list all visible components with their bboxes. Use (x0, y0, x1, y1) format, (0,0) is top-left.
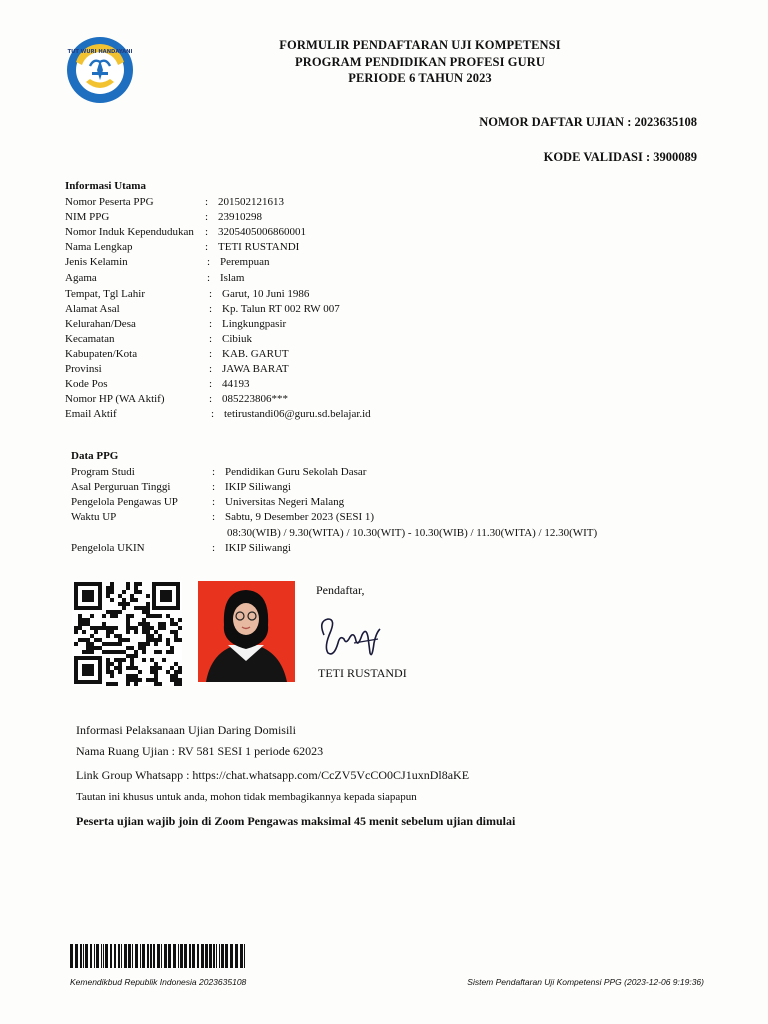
ppg-value: IKIP Siliwangi (225, 542, 291, 554)
info-value: 085223806*** (222, 393, 288, 405)
logo-text: TUT WURI HANDAYANI (67, 49, 133, 55)
barcode-graphic (70, 944, 248, 968)
signature-image (314, 613, 384, 668)
colon: : (205, 241, 209, 253)
info-label: Kelurahan/Desa (65, 318, 136, 330)
pelaksanaan-title: Informasi Pelaksanaan Ujian Daring Domisili (76, 723, 296, 737)
info-label: Agama (65, 272, 97, 284)
nama-ruang-ujian: Nama Ruang Ujian : RV 581 SESI 1 periode 62023 (76, 744, 324, 758)
info-value: Kp. Talun RT 002 RW 007 (222, 303, 340, 315)
colon: : (211, 408, 215, 420)
kode-validasi: KODE VALIDASI : 3900089 (543, 150, 697, 164)
header-line-1: FORMULIR PENDAFTARAN UJI KOMPETENSI (279, 38, 561, 52)
ppg-value: Sabtu, 9 Desember 2023 (SESI 1) (225, 511, 375, 523)
colon: : (212, 496, 216, 508)
info-label: Kabupaten/Kota (65, 348, 138, 360)
info-value: tetirustandi06@guru.sd.belajar.id (224, 408, 371, 420)
qr-code (72, 580, 182, 686)
info-label: NIM PPG (65, 211, 110, 223)
colon: : (212, 511, 216, 523)
ppg-time-line: 08:30(WIB) / 9.30(WITA) / 10.30(WIT) - 10.30(WIB) / 11.30(WITA) / 12.30(WIT) (227, 527, 598, 539)
ppg-value: IKIP Siliwangi (225, 481, 291, 493)
pendaftar-label: Pendaftar, (316, 583, 365, 597)
nomor-daftar-ujian: NOMOR DAFTAR UJIAN : 2023635108 (479, 115, 697, 129)
footer-left: Kemendikbud Republik Indonesia 2023635108 (70, 977, 247, 987)
info-label: Nomor Peserta PPG (65, 196, 154, 208)
colon: : (209, 363, 213, 375)
zoom-requirement-notice: Peserta ujian wajib join di Zoom Pengawas maksimal 45 menit sebelum ujian dimulai (76, 814, 516, 828)
info-label: Nomor Induk Kependudukan (65, 226, 194, 238)
info-value: 201502121613 (218, 196, 284, 208)
colon: : (209, 393, 213, 405)
info-value: Garut, 10 Juni 1986 (222, 288, 310, 300)
info-label: Nomor HP (WA Aktif) (65, 393, 165, 405)
colon: : (205, 226, 209, 238)
ppg-value: Universitas Negeri Malang (225, 496, 345, 508)
colon: : (207, 272, 211, 284)
colon: : (207, 256, 211, 268)
ppg-label: Pengelola Pengawas UP (71, 496, 178, 508)
info-value: 3205405006860001 (218, 226, 306, 238)
header-line-2: PROGRAM PENDIDIKAN PROFESI GURU (295, 54, 545, 69)
colon: : (205, 196, 209, 208)
info-label: Tempat, Tgl Lahir (65, 288, 145, 300)
colon: : (209, 333, 213, 345)
info-value: Perempuan (220, 256, 270, 268)
info-value: 44193 (222, 378, 250, 390)
info-label: Jenis Kelamin (65, 256, 128, 268)
header-line-3: PERIODE 6 TAHUN 2023 (348, 71, 492, 85)
applicant-photo (198, 581, 295, 682)
colon: : (205, 211, 209, 223)
form-header (0, 37, 768, 87)
footer-right: Sistem Pendaftaran Uji Kompetensi PPG (2023-12-06 9:19:36) (467, 977, 704, 987)
info-value: Lingkungpasir (222, 318, 287, 330)
info-value: TETI RUSTANDI (218, 241, 300, 253)
info-value: JAWA BARAT (222, 363, 289, 375)
tautan-notice: Tautan ini khusus untuk anda, mohon tidak membagikannya kepada siapapun (76, 791, 417, 803)
ppg-label: Pengelola UKIN (71, 542, 145, 554)
info-value: Islam (220, 272, 245, 284)
colon: : (209, 318, 213, 330)
info-label: Nama Lengkap (65, 241, 133, 253)
info-label: Kode Pos (65, 378, 108, 390)
ppg-value: Pendidikan Guru Sekolah Dasar (225, 466, 367, 478)
colon: : (209, 348, 213, 360)
whatsapp-group-link[interactable]: Link Group Whatsapp : https://chat.whatsapp.com/CcZV5VcCO0CJ1uxnDl8aKE (76, 768, 470, 782)
informasi-utama-title: Informasi Utama (65, 180, 146, 192)
info-value: KAB. GARUT (222, 348, 289, 360)
colon: : (212, 466, 216, 478)
info-label: Email Aktif (65, 408, 117, 420)
ppg-label: Program Studi (71, 466, 135, 478)
colon: : (212, 481, 216, 493)
info-label: Alamat Asal (65, 303, 120, 315)
ppg-label: Asal Perguruan Tinggi (71, 481, 171, 493)
info-label: Kecamatan (65, 333, 115, 345)
ppg-label: Waktu UP (71, 511, 117, 523)
signatory-name: TETI RUSTANDI (318, 666, 407, 680)
colon: : (209, 378, 213, 390)
colon: : (209, 303, 213, 315)
data-ppg-title: Data PPG (71, 450, 119, 462)
barcode (70, 944, 248, 968)
qr-code-graphic (72, 580, 182, 686)
info-value: Cibiuk (222, 333, 252, 345)
info-label: Provinsi (65, 363, 102, 375)
info-value: 23910298 (218, 211, 262, 223)
colon: : (212, 542, 216, 554)
colon: : (209, 288, 213, 300)
